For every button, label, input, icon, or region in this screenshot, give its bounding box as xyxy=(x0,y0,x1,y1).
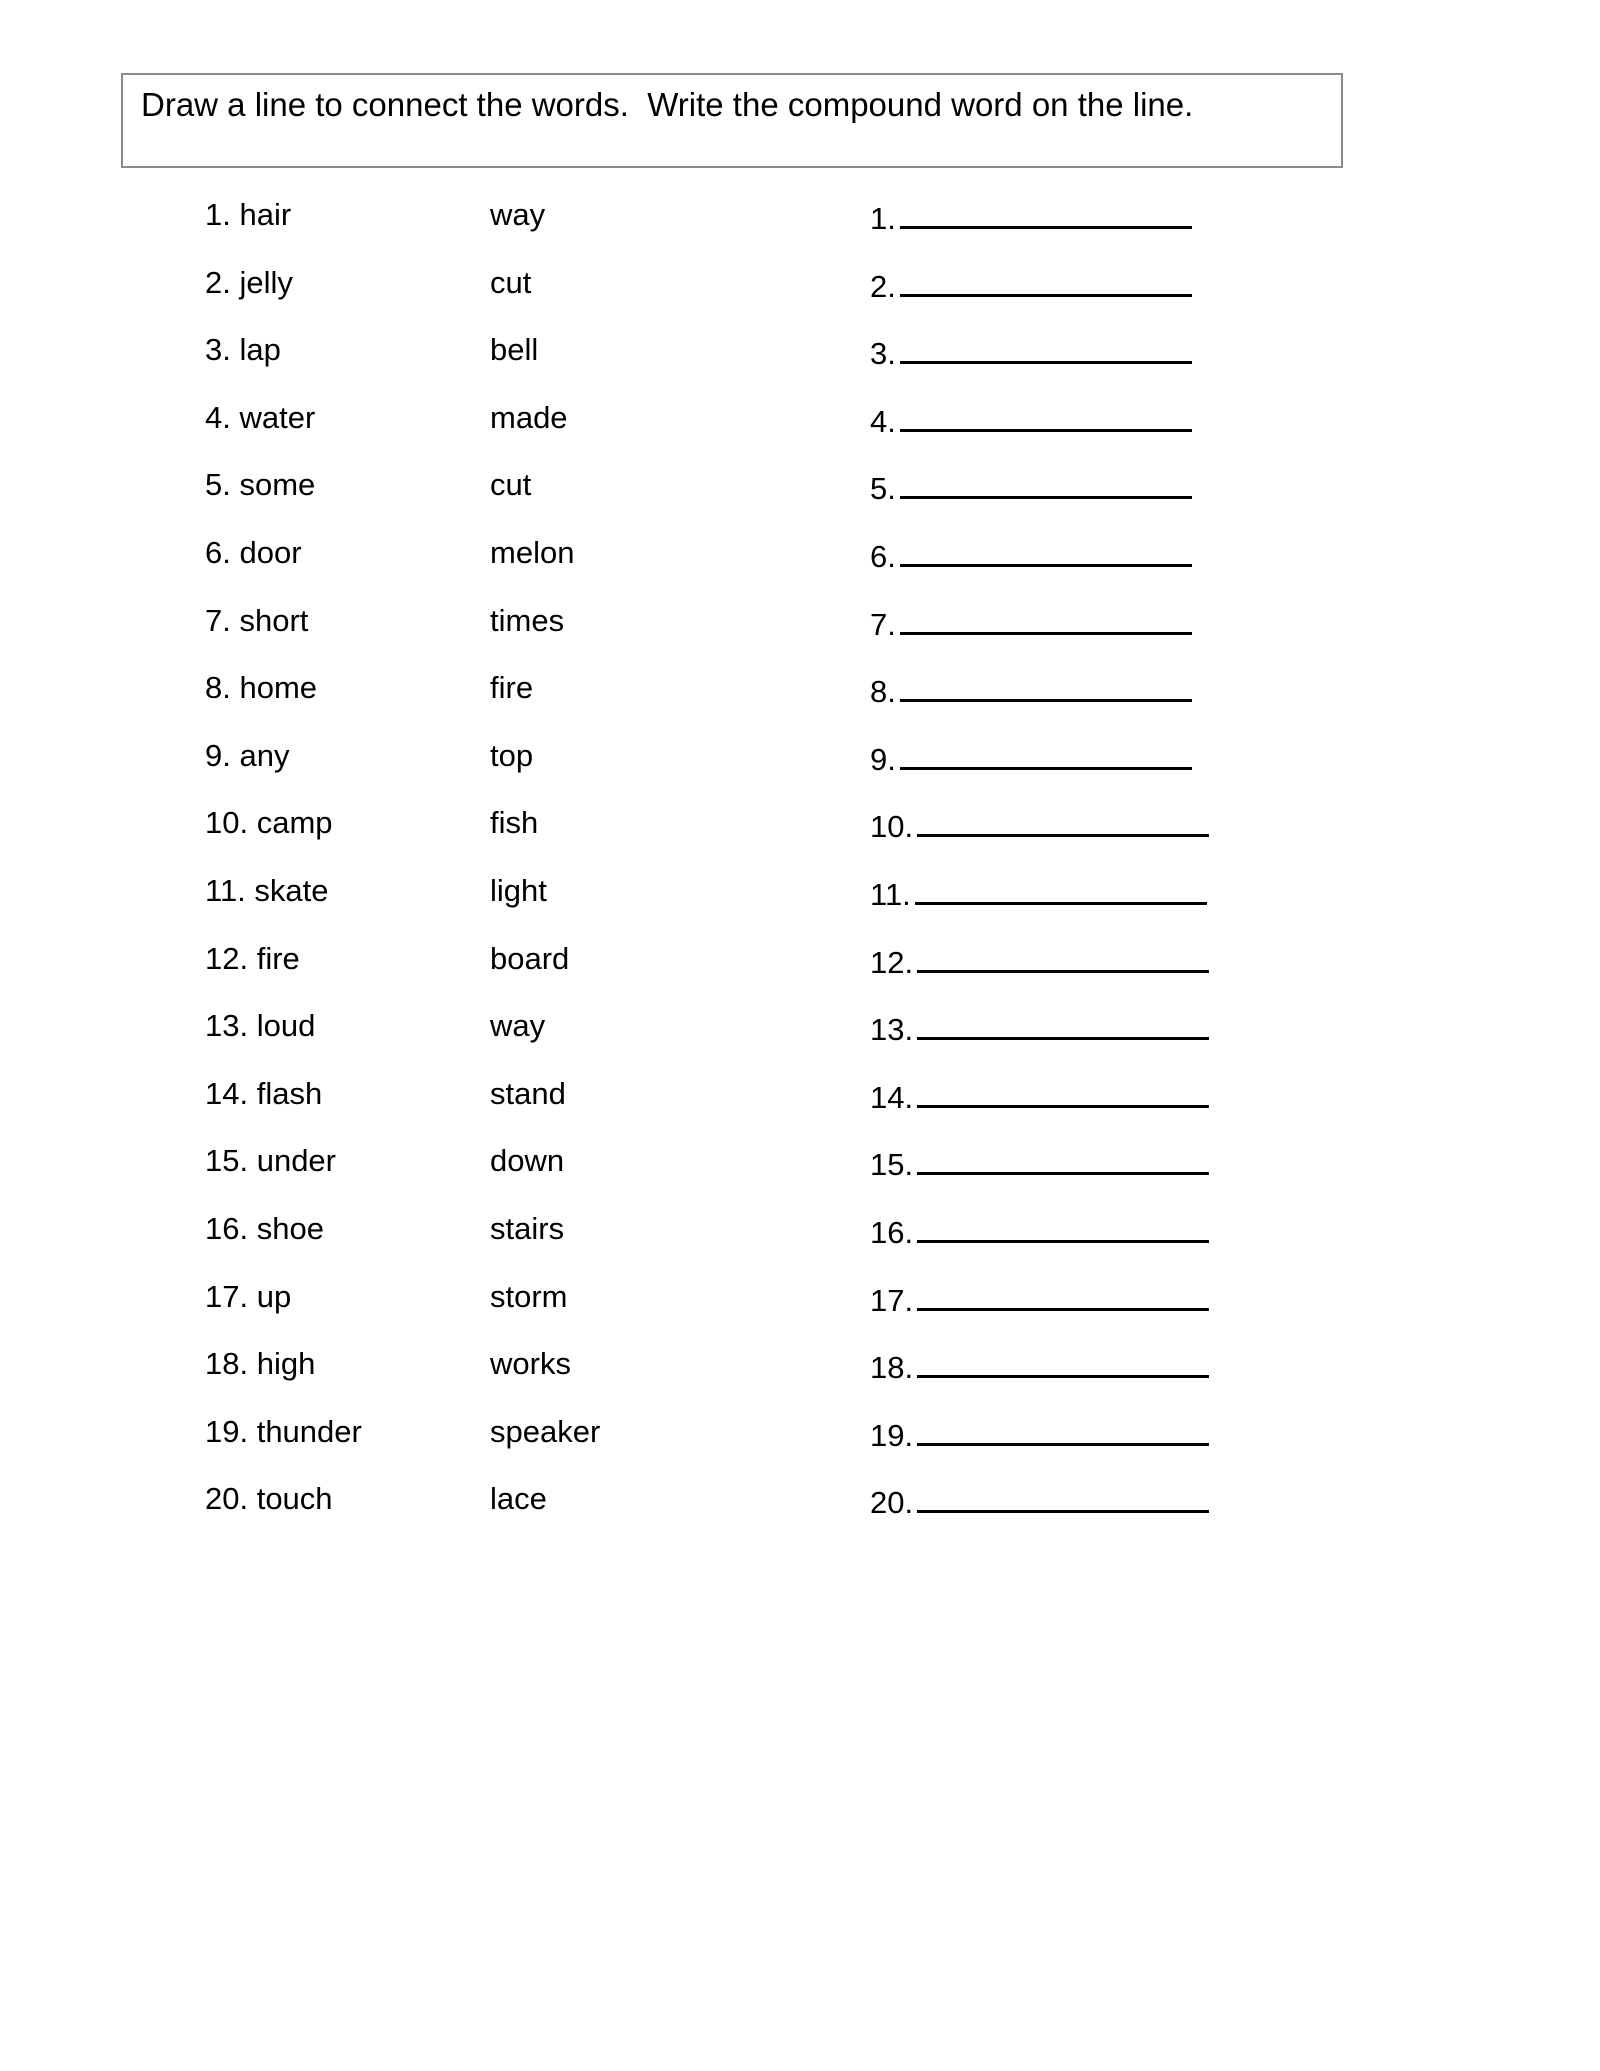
answer-number: 20. xyxy=(870,1485,914,1521)
word-pair-row xyxy=(0,669,1600,737)
word-pair-row xyxy=(0,737,1600,805)
answer-number: 10. xyxy=(870,809,914,845)
answer-number: 19. xyxy=(870,1417,914,1453)
first-word-item[interactable]: 5. some xyxy=(205,467,316,503)
answer-blank-line[interactable] xyxy=(917,1345,1209,1378)
first-word-item[interactable]: 20. touch xyxy=(205,1481,333,1517)
word-pair-row xyxy=(0,1480,1600,1548)
word-pair-row xyxy=(0,1278,1600,1346)
answer-number: 15. xyxy=(870,1147,914,1183)
second-word-item[interactable]: board xyxy=(490,940,570,976)
answer-blank-line[interactable] xyxy=(917,1480,1209,1513)
word-pair-row xyxy=(0,1413,1600,1481)
second-word-item[interactable]: works xyxy=(490,1346,571,1382)
first-word-item[interactable]: 13. loud xyxy=(205,1008,316,1044)
answer-slot xyxy=(870,331,1192,372)
answer-number: 5. xyxy=(870,471,896,507)
first-word-item[interactable]: 17. up xyxy=(205,1278,292,1314)
answer-blank-line[interactable] xyxy=(900,466,1192,499)
answer-slot xyxy=(870,669,1192,710)
answer-number: 14. xyxy=(870,1079,914,1115)
word-pair-row xyxy=(0,1210,1600,1278)
first-word-item[interactable]: 15. under xyxy=(205,1143,336,1179)
first-word-item[interactable]: 4. water xyxy=(205,399,316,435)
answer-slot xyxy=(870,602,1192,640)
first-word-item[interactable]: 18. high xyxy=(205,1346,316,1382)
first-word-item[interactable]: 1. hair xyxy=(205,197,292,232)
answer-blank-line[interactable] xyxy=(900,196,1192,229)
answer-slot xyxy=(870,804,1209,845)
first-word-item[interactable]: 7. short xyxy=(205,602,309,638)
word-pair-row xyxy=(0,331,1600,399)
first-word-item[interactable]: 9. any xyxy=(205,737,290,773)
first-word-item[interactable]: 2. jelly xyxy=(205,264,293,300)
answer-number: 13. xyxy=(870,1012,914,1048)
answer-blank-line[interactable] xyxy=(917,804,1209,837)
answer-blank-line[interactable] xyxy=(917,1142,1209,1175)
answer-slot xyxy=(870,1278,1209,1316)
word-pair-row xyxy=(0,602,1600,670)
answer-blank-line[interactable] xyxy=(917,1413,1209,1446)
answer-slot xyxy=(870,1480,1209,1521)
answer-slot xyxy=(870,1142,1209,1183)
instruction-box xyxy=(121,73,1343,168)
word-pair-row xyxy=(0,264,1600,332)
first-word-item[interactable]: 8. home xyxy=(205,670,318,706)
answer-slot xyxy=(870,399,1192,437)
second-word-item[interactable]: cut xyxy=(490,467,532,503)
answer-blank-line[interactable] xyxy=(900,264,1192,297)
instruction-text: Draw a line to connect the words. Write the compound word on the line. xyxy=(141,86,1194,123)
answer-slot xyxy=(870,264,1192,302)
answer-number: 18. xyxy=(870,1350,914,1386)
answer-blank-line[interactable] xyxy=(900,399,1192,432)
answer-slot xyxy=(870,940,1209,978)
answer-number: 4. xyxy=(870,403,896,439)
second-word-item[interactable]: made xyxy=(490,399,568,435)
word-pair-row xyxy=(0,466,1600,534)
word-pair-row xyxy=(0,1007,1600,1075)
word-pair-row xyxy=(0,940,1600,1008)
first-word-item[interactable]: 10. camp xyxy=(205,805,333,841)
second-word-item[interactable]: storm xyxy=(490,1278,568,1314)
answer-number: 16. xyxy=(870,1214,914,1250)
answer-blank-line[interactable] xyxy=(917,1278,1209,1311)
answer-number: 8. xyxy=(870,674,896,710)
answer-number: 17. xyxy=(870,1282,914,1318)
second-word-item[interactable]: times xyxy=(490,602,565,638)
second-word-item[interactable]: bell xyxy=(490,332,539,368)
word-pair-row xyxy=(0,1142,1600,1210)
word-pair-row xyxy=(0,804,1600,872)
word-pair-row xyxy=(0,399,1600,467)
word-pair-row xyxy=(0,196,1600,264)
answer-blank-line[interactable] xyxy=(915,872,1207,905)
first-word-item[interactable]: 3. lap xyxy=(205,332,281,368)
second-word-item[interactable]: fire xyxy=(490,670,534,706)
second-word-item[interactable]: lace xyxy=(490,1481,547,1517)
first-word-item[interactable]: 12. fire xyxy=(205,940,300,976)
second-word-item[interactable]: fish xyxy=(490,805,539,841)
first-word-item[interactable]: 19. thunder xyxy=(205,1413,362,1449)
second-word-item[interactable]: down xyxy=(490,1143,565,1179)
word-pair-list xyxy=(0,196,1600,1548)
second-word-item[interactable]: way xyxy=(490,197,546,232)
word-pair-row xyxy=(0,534,1600,602)
answer-slot xyxy=(870,1210,1209,1248)
answer-slot xyxy=(870,1413,1209,1451)
first-word-item[interactable]: 11. skate xyxy=(205,872,329,908)
second-word-item[interactable]: way xyxy=(490,1008,546,1044)
answer-number: 2. xyxy=(870,268,896,304)
answer-blank-line[interactable] xyxy=(917,1210,1209,1243)
second-word-item[interactable]: stairs xyxy=(490,1210,565,1246)
answer-number: 6. xyxy=(870,538,896,574)
answer-blank-line[interactable] xyxy=(917,1075,1209,1108)
second-word-item[interactable]: top xyxy=(490,737,534,773)
word-pair-row xyxy=(0,1345,1600,1413)
answer-number: 9. xyxy=(870,741,896,777)
answer-slot xyxy=(870,1075,1209,1113)
answer-number: 3. xyxy=(870,336,896,372)
answer-slot xyxy=(870,872,1207,910)
answer-blank-line[interactable] xyxy=(900,602,1192,635)
second-word-item[interactable]: speaker xyxy=(490,1413,601,1449)
answer-number: 7. xyxy=(870,606,896,642)
answer-number: 12. xyxy=(870,944,914,980)
answer-slot xyxy=(870,1345,1209,1386)
first-word-item[interactable]: 6. door xyxy=(205,534,302,570)
answer-blank-line[interactable] xyxy=(917,1007,1209,1040)
second-word-item[interactable]: stand xyxy=(490,1075,566,1111)
answer-number: 1. xyxy=(870,201,896,236)
answer-blank-line[interactable] xyxy=(900,737,1192,770)
answer-blank-line[interactable] xyxy=(900,534,1192,567)
answer-blank-line[interactable] xyxy=(900,669,1192,702)
answer-slot xyxy=(870,196,1192,234)
first-word-item[interactable]: 16. shoe xyxy=(205,1210,324,1246)
second-word-item[interactable]: cut xyxy=(490,264,532,300)
answer-slot xyxy=(870,737,1192,775)
word-pair-row xyxy=(0,872,1600,940)
first-word-item[interactable]: 14. flash xyxy=(205,1075,323,1111)
word-pair-row xyxy=(0,1075,1600,1143)
answer-slot xyxy=(870,534,1192,572)
answer-blank-line[interactable] xyxy=(917,940,1209,973)
answer-number: 11. xyxy=(870,876,911,912)
answer-blank-line[interactable] xyxy=(900,331,1192,364)
answer-slot xyxy=(870,466,1192,507)
second-word-item[interactable]: melon xyxy=(490,534,575,570)
second-word-item[interactable]: light xyxy=(490,872,547,908)
answer-slot xyxy=(870,1007,1209,1048)
